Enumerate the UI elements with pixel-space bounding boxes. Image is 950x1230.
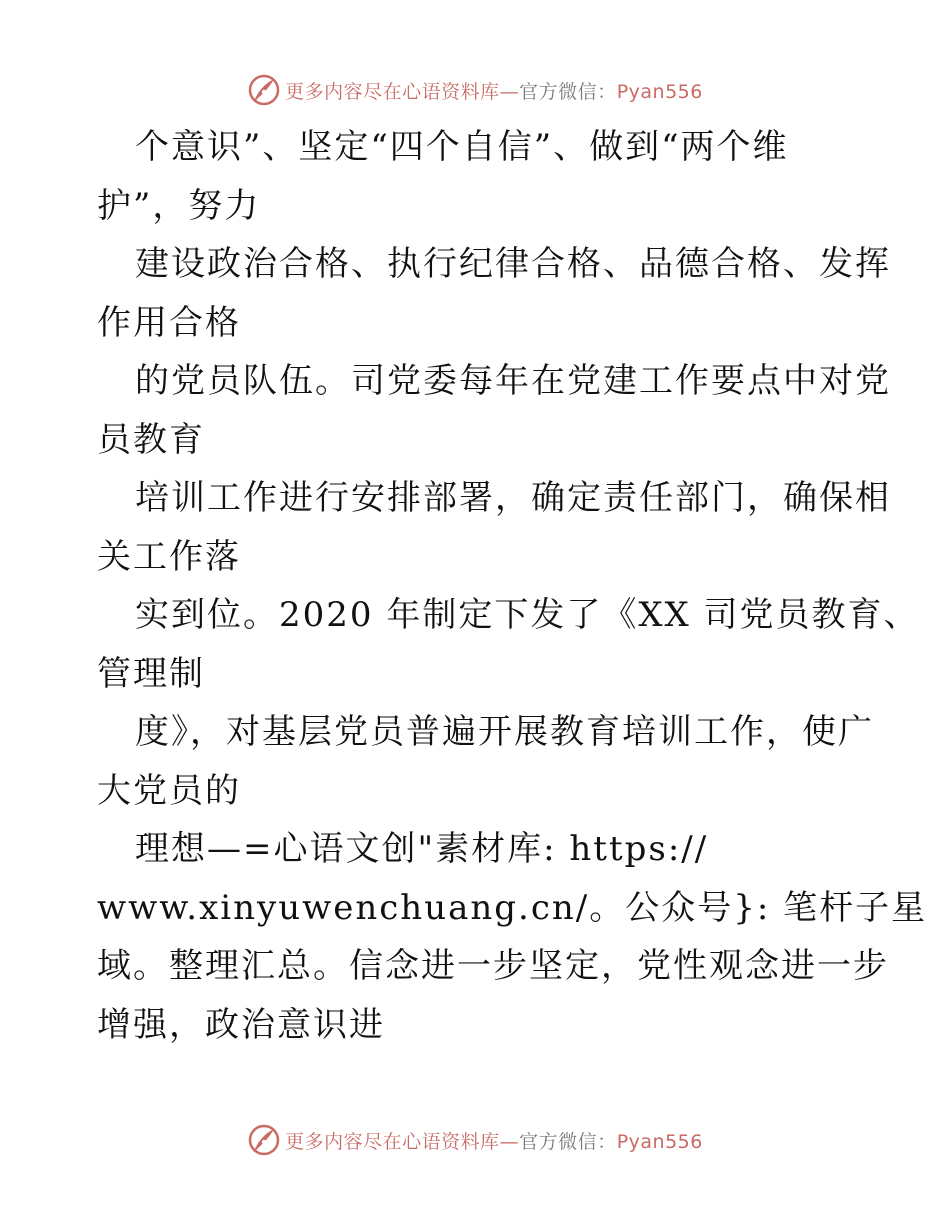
text-line: 关工作落 bbox=[97, 536, 241, 577]
text-line: 理想—=心语文创"素材库: https:// bbox=[135, 829, 709, 869]
text-line: www.xinyuwenchuang.cn/。公众号}: 笔杆子星 bbox=[97, 887, 928, 928]
text-line: 实到位。2020 年制定下发了《XX 司党员教育、 bbox=[135, 595, 920, 635]
text-line: 域。整理汇总。信念进一步坚定，党性观念进一步 bbox=[97, 946, 889, 986]
text-line: 建设政治合格、执行纪律合格、品德合格、发挥 bbox=[135, 244, 891, 284]
watermark-wechat-id: Pyan556 bbox=[616, 80, 703, 103]
text-line: 的党员队伍。司党委每年在党建工作要点中对党 bbox=[135, 361, 891, 401]
quill-pen-logo-icon bbox=[247, 1123, 281, 1157]
watermark-wechat-id: Pyan556 bbox=[616, 1130, 703, 1153]
text-line: 大党员的 bbox=[97, 770, 241, 811]
watermark-text bbox=[285, 1127, 703, 1154]
header-watermark bbox=[0, 70, 950, 110]
watermark-dash: — bbox=[499, 1130, 520, 1153]
text-line: 个意识”、坚定“四个自信”、做到“两个维 bbox=[135, 127, 789, 167]
text-line: 度》，对基层党员普遍开展教育培训工作，使广 bbox=[135, 712, 874, 752]
watermark-title: 更多内容尽在心语资料库 bbox=[285, 80, 500, 103]
watermark-title: 更多内容尽在心语资料库 bbox=[285, 1130, 500, 1153]
text-line: 员教育 bbox=[97, 419, 205, 460]
watermark-text bbox=[285, 77, 703, 104]
text-line: 作用合格 bbox=[97, 302, 241, 343]
text-line: 管理制 bbox=[97, 653, 205, 694]
text-line: 培训工作进行安排部署，确定责任部门，确保相 bbox=[135, 478, 891, 518]
watermark-label: 官方微信： bbox=[519, 80, 617, 103]
watermark-label: 官方微信： bbox=[519, 1130, 617, 1153]
text-line: 护”，努力 bbox=[97, 185, 261, 226]
text-line: 增强，政治意识进 bbox=[97, 1004, 385, 1045]
footer-watermark bbox=[0, 1120, 950, 1160]
quill-pen-logo-icon bbox=[247, 73, 281, 107]
watermark-dash: — bbox=[499, 80, 520, 103]
document-body bbox=[97, 118, 928, 1054]
